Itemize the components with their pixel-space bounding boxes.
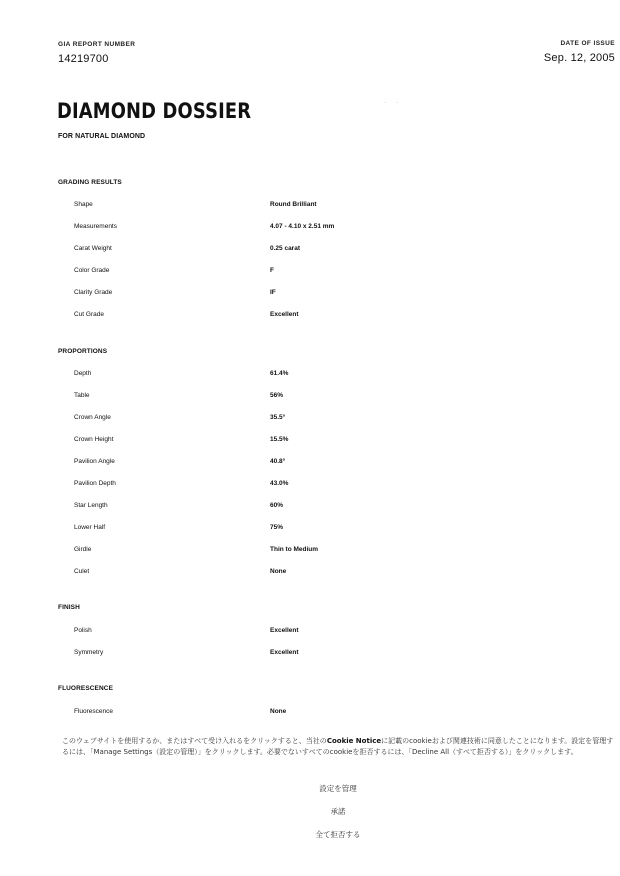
report-number: 14219700 [58, 53, 109, 65]
row-label: Table [74, 392, 90, 399]
row-value: Excellent [270, 649, 299, 656]
row-value: Excellent [270, 627, 299, 634]
row-value: 40.8° [270, 458, 286, 465]
section-title-fluorescence: FLUORESCENCE [58, 685, 114, 692]
row-value: None [270, 708, 287, 715]
row-value: 43.0% [270, 480, 289, 487]
accept-button[interactable]: 承諾 [330, 807, 346, 816]
row-value: 15.5% [270, 436, 289, 443]
date-block [544, 40, 615, 64]
row-value: Excellent [270, 311, 299, 318]
row-label: Fluorescence [74, 708, 114, 715]
manage-settings-button[interactable]: 設定を管理 [319, 784, 357, 793]
row-value: 56% [270, 392, 284, 399]
scan-speck: · · [384, 100, 398, 106]
row-value: 4.07 - 4.10 x 2.51 mm [270, 223, 335, 230]
cookie-notice-link[interactable]: Cookie Notice [326, 737, 382, 745]
date-label: DATE OF ISSUE [560, 40, 615, 47]
row-value: None [270, 568, 287, 575]
decline-all-button[interactable]: 全て拒否する [315, 830, 361, 839]
row-label: Cut Grade [74, 311, 104, 318]
row-value: 0.25 carat [270, 245, 300, 252]
row-value: 60% [270, 502, 284, 509]
row-label: Girdle [74, 546, 92, 553]
row-value: Round Brilliant [270, 201, 317, 208]
section-title-grading: GRADING RESULTS [58, 179, 122, 186]
section-title-proportions: PROPORTIONS [58, 348, 108, 355]
cookie-text-after: に記載のcookieおよび関連技術に同意したことになります。設定を管理するには、「Manage Settings（設定の管理）」をクリックします。必要でないすべてのcookieを拒否するには、「Decline All（すべて拒否する）」をクリックします。 [62, 737, 614, 756]
row-value: 35.5° [270, 414, 286, 421]
row-label: Shape [74, 201, 93, 208]
row-label: Pavilion Depth [74, 480, 116, 487]
row-label: Depth [74, 370, 92, 377]
date-value: Sep. 12, 2005 [543, 52, 615, 64]
row-label: Crown Angle [74, 414, 111, 421]
row-value: 61.4% [270, 370, 289, 377]
cookie-notice-text [62, 736, 614, 758]
row-value: Thin to Medium [270, 546, 319, 553]
report-number-label: GIA REPORT NUMBER [58, 41, 136, 48]
page-subtitle: FOR NATURAL DIAMOND [58, 133, 146, 140]
row-label: Star Length [74, 502, 108, 509]
row-label: Carat Weight [74, 245, 112, 252]
row-value: 75% [270, 524, 284, 531]
row-label: Clarity Grade [74, 289, 113, 296]
row-label: Measurements [74, 223, 117, 230]
row-label: Color Grade [74, 267, 110, 274]
row-label: Lower Half [74, 524, 106, 531]
section-title-finish: FINISH [58, 604, 80, 611]
row-label: Polish [74, 627, 92, 634]
row-value: IF [270, 289, 276, 296]
cookie-text-before: このウェブサイトを使用するか、またはすべて受け入れるをクリックすると、当社の [62, 737, 327, 745]
row-label: Symmetry [74, 649, 104, 656]
row-label: Culet [74, 568, 90, 575]
row-label: Pavilion Angle [74, 458, 115, 465]
report-number-block [58, 41, 135, 65]
row-value: F [270, 267, 274, 274]
page-title: DIAMOND DOSSIER [57, 99, 252, 123]
row-label: Crown Height [74, 436, 114, 443]
